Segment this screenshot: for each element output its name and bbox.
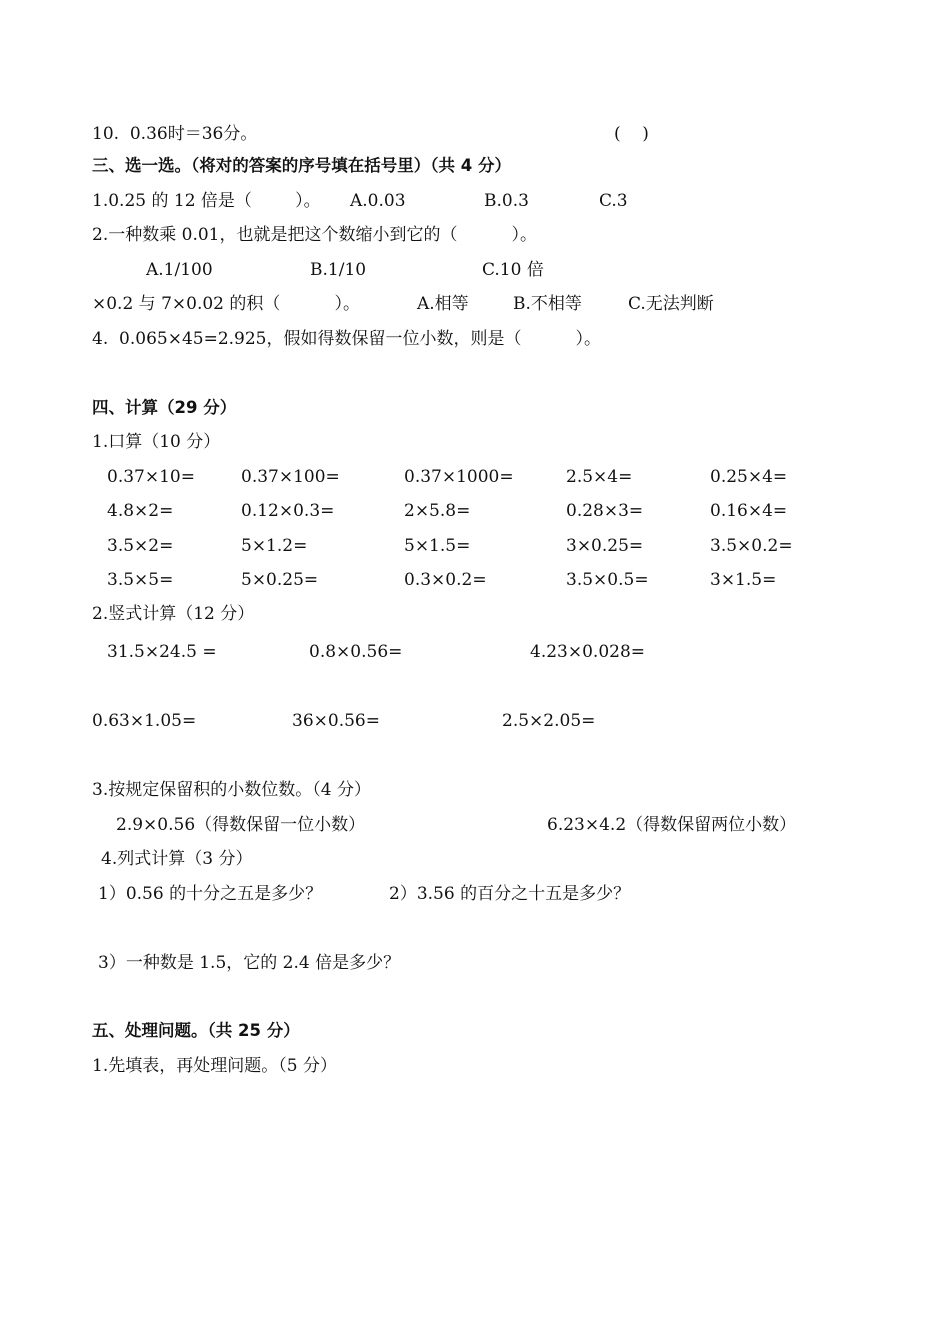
oral-item: 5×0.25= (241, 570, 319, 590)
oral-item: 0.3×0.2= (404, 570, 487, 590)
oral-item: 5×1.2= (241, 536, 308, 556)
oral-item: 0.37×1000= (404, 467, 514, 487)
oral-item: 0.28×3= (566, 501, 644, 521)
expression-item: 1）0.56 的十分之五是多少？ (98, 884, 323, 904)
oral-item: 4.8×2= (107, 501, 174, 521)
expression-item: 2）3.56 的百分之十五是多少？ (389, 884, 631, 904)
q3-3-stem: ×0.2 与 7×0.02 的积（ ）。 (92, 294, 360, 314)
vertical-item: 31.5×24.5 = (107, 642, 217, 662)
q10-answer-parentheses[interactable]: ( ) (614, 124, 649, 144)
q3-1-option-a: A.0.03 (350, 191, 406, 211)
expression-calc-title: 4.列式计算（3 分） (101, 849, 253, 869)
q10-text: 10. 0.36时＝36分。 (92, 124, 258, 144)
oral-item: 0.25×4= (710, 467, 788, 487)
q3-2-option-c: C.10 倍 (482, 260, 544, 280)
q3-3-option-a: A.相等 (417, 294, 469, 314)
vertical-calc-title: 2.竖式计算（12 分） (92, 604, 255, 624)
section-3-heading: 三、选一选。（将对的答案的序号填在括号里）（共 4 分） (92, 156, 511, 175)
oral-item: 0.37×100= (241, 467, 340, 487)
oral-item: 5×1.5= (404, 536, 471, 556)
oral-item: 3.5×0.5= (566, 570, 649, 590)
q3-4-stem: 4. 0.065×45=2.925，假如得数保留一位小数，则是（ ）。 (92, 329, 602, 349)
oral-item: 3×1.5= (710, 570, 777, 590)
q3-3-option-c: C.无法判断 (628, 294, 714, 314)
rounding-title: 3.按规定保留积的小数位数。（4 分） (92, 780, 371, 800)
vertical-item: 0.8×0.56= (309, 642, 403, 662)
expression-item: 3）一种数是 1.5，它的 2.4 倍是多少？ (98, 953, 401, 973)
section-4-heading: 四、计算（29 分） (92, 398, 237, 417)
q5-1-stem: 1.先填表，再处理问题。（5 分） (92, 1056, 337, 1076)
oral-item: 3×0.25= (566, 536, 644, 556)
oral-calc-title: 1.口算（10 分） (92, 432, 221, 452)
oral-item: 0.37×10= (107, 467, 195, 487)
oral-item: 0.12×0.3= (241, 501, 335, 521)
oral-item: 2.5×4= (566, 467, 633, 487)
q3-2-option-a: A.1/100 (146, 260, 213, 280)
vertical-item: 4.23×0.028= (530, 642, 646, 662)
q3-1-option-b: B.0.3 (484, 191, 529, 211)
section-5-heading: 五、处理问题。（共 25 分） (92, 1021, 300, 1040)
oral-item: 3.5×5= (107, 570, 174, 590)
vertical-item: 36×0.56= (292, 711, 380, 731)
oral-item: 0.16×4= (710, 501, 788, 521)
q3-2-option-b: B.1/10 (310, 260, 367, 280)
oral-item: 3.5×0.2= (710, 536, 793, 556)
rounding-item: 6.23×4.2（得数保留两位小数） (547, 815, 797, 835)
oral-item: 3.5×2= (107, 536, 174, 556)
vertical-item: 2.5×2.05= (502, 711, 596, 731)
q3-1-option-c: C.3 (599, 191, 628, 211)
q3-2-stem: 2.一种数乘 0.01，也就是把这个数缩小到它的（ ）。 (92, 225, 538, 245)
q3-1-stem: 1.0.25 的 12 倍是（ ）。 (92, 191, 321, 211)
rounding-item: 2.9×0.56（得数保留一位小数） (116, 815, 366, 835)
q3-3-option-b: B.不相等 (513, 294, 582, 314)
vertical-item: 0.63×1.05= (92, 711, 197, 731)
oral-item: 2×5.8= (404, 501, 471, 521)
